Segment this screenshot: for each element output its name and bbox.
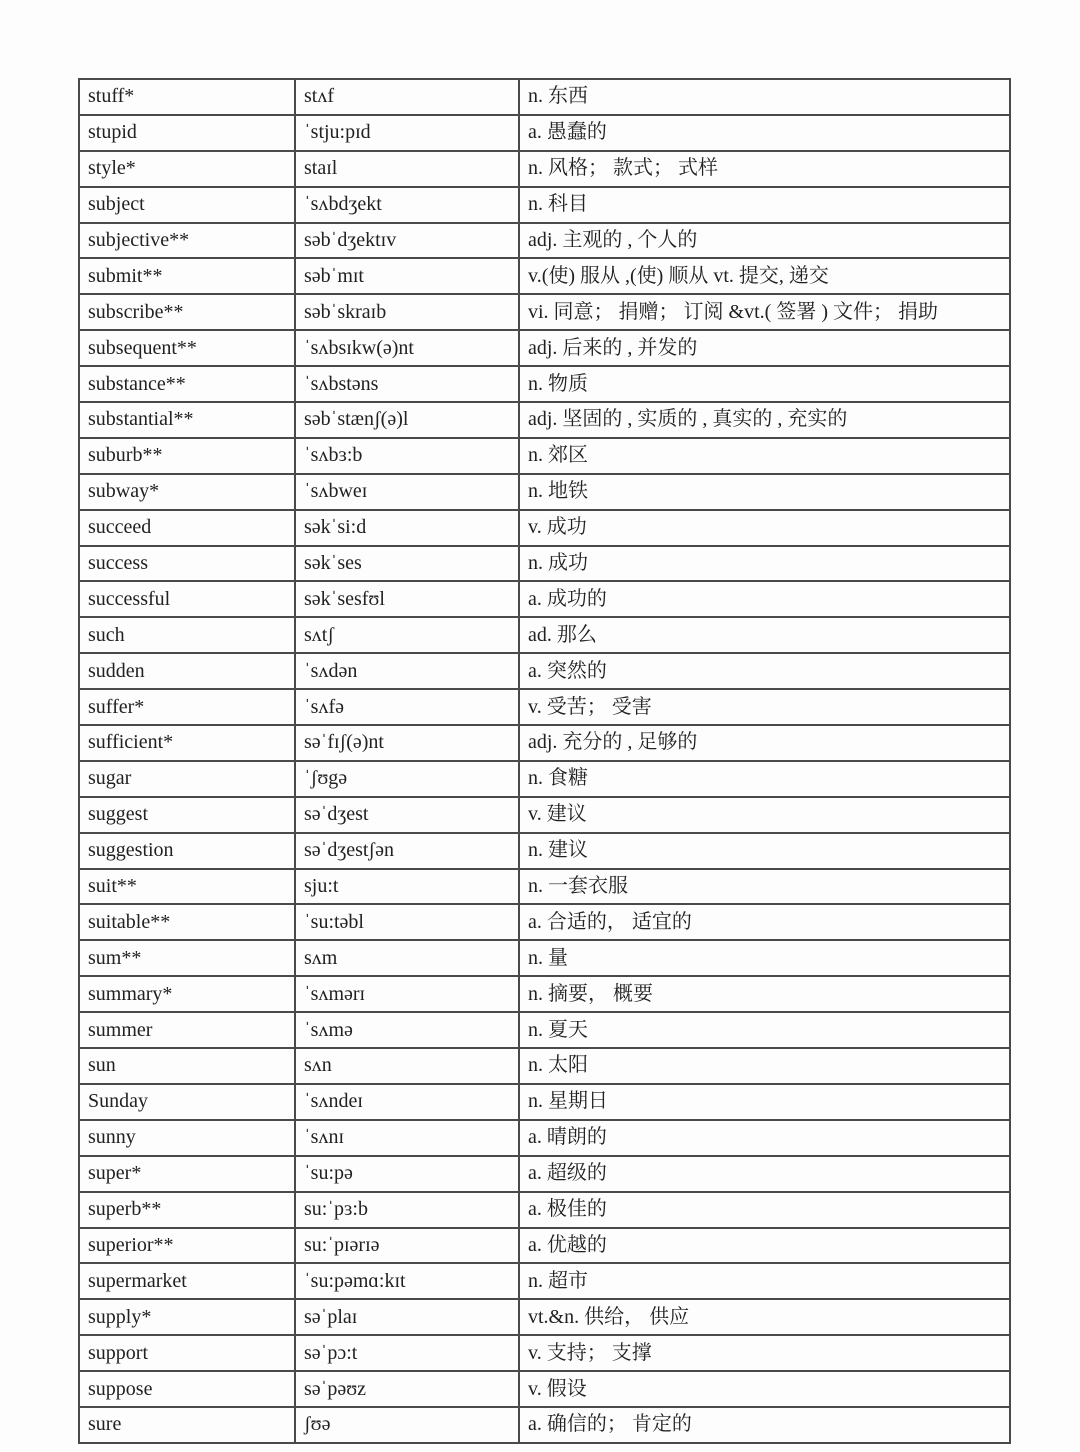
table-row [79,1012,1010,1048]
word-cell: successful [79,581,295,617]
meaning-cell: v. 受苦； 受害 [519,689,1010,725]
meaning-cell: a. 成功的 [519,581,1010,617]
table-row [79,1192,1010,1228]
table-row [79,1228,1010,1264]
meaning-cell: vi. 同意； 捐赠； 订阅 &vt.( 签署 ) 文件； 捐助 [519,294,1010,330]
word-cell: suburb** [79,438,295,474]
table-row [79,1120,1010,1156]
table-row [79,79,1010,115]
table-row [79,797,1010,833]
phonetic-cell: səˈdʒest [295,797,519,833]
meaning-cell: a. 超级的 [519,1156,1010,1192]
phonetic-cell: sju:t [295,869,519,905]
phonetic-cell: sʌtʃ [295,617,519,653]
vocabulary-table-body [79,79,1010,1443]
table-row [79,689,1010,725]
phonetic-cell: ˈsʌbsɪkw(ə)nt [295,330,519,366]
phonetic-cell: staɪl [295,151,519,187]
table-row [79,1299,1010,1335]
word-cell: supply* [79,1299,295,1335]
word-cell: sudden [79,653,295,689]
word-cell: summary* [79,976,295,1012]
phonetic-cell: ˈsʌmərɪ [295,976,519,1012]
phonetic-cell: səbˈstænʃ(ə)l [295,402,519,438]
word-cell: succeed [79,510,295,546]
phonetic-cell: ˈsʌnɪ [295,1120,519,1156]
word-cell: superior** [79,1228,295,1264]
meaning-cell: a. 愚蠢的 [519,115,1010,151]
word-cell: suggestion [79,833,295,869]
word-cell: suppose [79,1371,295,1407]
meaning-cell: a. 极佳的 [519,1192,1010,1228]
table-row [79,258,1010,294]
table-row [79,653,1010,689]
meaning-cell: n. 摘要， 概要 [519,976,1010,1012]
phonetic-cell: səbˈdʒektɪv [295,223,519,259]
meaning-cell: adj. 后来的 , 并发的 [519,330,1010,366]
word-cell: suggest [79,797,295,833]
word-cell: subscribe** [79,294,295,330]
table-row [79,294,1010,330]
meaning-cell: n. 太阳 [519,1048,1010,1084]
word-cell: style* [79,151,295,187]
phonetic-cell: səˈpɔ:t [295,1335,519,1371]
meaning-cell: n. 食糖 [519,761,1010,797]
word-cell: Sunday [79,1084,295,1120]
meaning-cell: v. 假设 [519,1371,1010,1407]
word-cell: suitable** [79,904,295,940]
word-cell: sufficient* [79,725,295,761]
phonetic-cell: ˈsʌbweɪ [295,474,519,510]
word-cell: substance** [79,366,295,402]
phonetic-cell: səˈplaɪ [295,1299,519,1335]
meaning-cell: adj. 主观的 , 个人的 [519,223,1010,259]
table-row [79,1371,1010,1407]
table-row [79,151,1010,187]
meaning-cell: v. 成功 [519,510,1010,546]
table-row [79,402,1010,438]
word-cell: success [79,546,295,582]
word-cell: sure [79,1407,295,1443]
phonetic-cell: ˈstju:pɪd [295,115,519,151]
meaning-cell: n. 超市 [519,1263,1010,1299]
phonetic-cell: ˈsʌbɜ:b [295,438,519,474]
phonetic-cell: səkˈses [295,546,519,582]
word-cell: subject [79,187,295,223]
meaning-cell: a. 优越的 [519,1228,1010,1264]
table-row [79,1156,1010,1192]
meaning-cell: ad. 那么 [519,617,1010,653]
meaning-cell: v.(使) 服从 ,(使) 顺从 vt. 提交, 递交 [519,258,1010,294]
phonetic-cell: ˈʃʊgə [295,761,519,797]
table-row [79,438,1010,474]
phonetic-cell: səkˈsi:d [295,510,519,546]
table-row [79,1084,1010,1120]
word-cell: summer [79,1012,295,1048]
word-cell: supermarket [79,1263,295,1299]
phonetic-cell: ˈsu:pəmɑ:kɪt [295,1263,519,1299]
meaning-cell: vt.&n. 供给， 供应 [519,1299,1010,1335]
meaning-cell: n. 地铁 [519,474,1010,510]
word-cell: submit** [79,258,295,294]
table-row [79,187,1010,223]
meaning-cell: adj. 坚固的 , 实质的 , 真实的 , 充实的 [519,402,1010,438]
phonetic-cell: stʌf [295,79,519,115]
word-cell: such [79,617,295,653]
phonetic-cell: ˈsʌdən [295,653,519,689]
table-row [79,115,1010,151]
table-row [79,617,1010,653]
table-row [79,581,1010,617]
table-row [79,1048,1010,1084]
word-cell: sum** [79,940,295,976]
meaning-cell: n. 量 [519,940,1010,976]
phonetic-cell: ˈsʌbdʒekt [295,187,519,223]
meaning-cell: n. 物质 [519,366,1010,402]
table-row [79,330,1010,366]
word-cell: superb** [79,1192,295,1228]
phonetic-cell: səˈpəʊz [295,1371,519,1407]
word-cell: subsequent** [79,330,295,366]
meaning-cell: n. 科目 [519,187,1010,223]
meaning-cell: v. 支持； 支撑 [519,1335,1010,1371]
phonetic-cell: sʌn [295,1048,519,1084]
table-row [79,223,1010,259]
phonetic-cell: su:ˈpɪərɪə [295,1228,519,1264]
meaning-cell: a. 确信的； 肯定的 [519,1407,1010,1443]
phonetic-cell: ˈsʌbstəns [295,366,519,402]
table-row [79,366,1010,402]
phonetic-cell: səbˈmɪt [295,258,519,294]
phonetic-cell: ˈsu:pə [295,1156,519,1192]
word-cell: sun [79,1048,295,1084]
phonetic-cell: səkˈsesfʊl [295,581,519,617]
meaning-cell: n. 郊区 [519,438,1010,474]
phonetic-cell: sʌm [295,940,519,976]
phonetic-cell: ʃʊə [295,1407,519,1443]
meaning-cell: v. 建议 [519,797,1010,833]
table-row [79,725,1010,761]
word-cell: suffer* [79,689,295,725]
phonetic-cell: səˈfɪʃ(ə)nt [295,725,519,761]
table-row [79,510,1010,546]
phonetic-cell: səbˈskraɪb [295,294,519,330]
meaning-cell: n. 夏天 [519,1012,1010,1048]
phonetic-cell: ˈsʌndeɪ [295,1084,519,1120]
meaning-cell: n. 风格； 款式； 式样 [519,151,1010,187]
phonetic-cell: su:ˈpɜ:b [295,1192,519,1228]
meaning-cell: n. 成功 [519,546,1010,582]
table-row [79,474,1010,510]
meaning-cell: a. 合适的， 适宜的 [519,904,1010,940]
meaning-cell: n. 东西 [519,79,1010,115]
table-row [79,761,1010,797]
word-cell: stupid [79,115,295,151]
word-cell: super* [79,1156,295,1192]
phonetic-cell: səˈdʒestʃən [295,833,519,869]
meaning-cell: n. 一套衣服 [519,869,1010,905]
word-cell: support [79,1335,295,1371]
vocabulary-table [78,78,1011,1444]
word-cell: stuff* [79,79,295,115]
table-row [79,1263,1010,1299]
meaning-cell: a. 晴朗的 [519,1120,1010,1156]
table-row [79,904,1010,940]
table-row [79,546,1010,582]
meaning-cell: n. 建议 [519,833,1010,869]
table-row [79,869,1010,905]
meaning-cell: a. 突然的 [519,653,1010,689]
phonetic-cell: ˈsʌmə [295,1012,519,1048]
meaning-cell: adj. 充分的 , 足够的 [519,725,1010,761]
table-row [79,976,1010,1012]
phonetic-cell: ˈsʌfə [295,689,519,725]
word-cell: suit** [79,869,295,905]
table-row [79,1335,1010,1371]
word-cell: sugar [79,761,295,797]
word-cell: sunny [79,1120,295,1156]
word-cell: subjective** [79,223,295,259]
word-cell: subway* [79,474,295,510]
word-cell: substantial** [79,402,295,438]
table-row [79,940,1010,976]
table-row [79,1407,1010,1443]
table-row [79,833,1010,869]
phonetic-cell: ˈsu:təbl [295,904,519,940]
meaning-cell: n. 星期日 [519,1084,1010,1120]
